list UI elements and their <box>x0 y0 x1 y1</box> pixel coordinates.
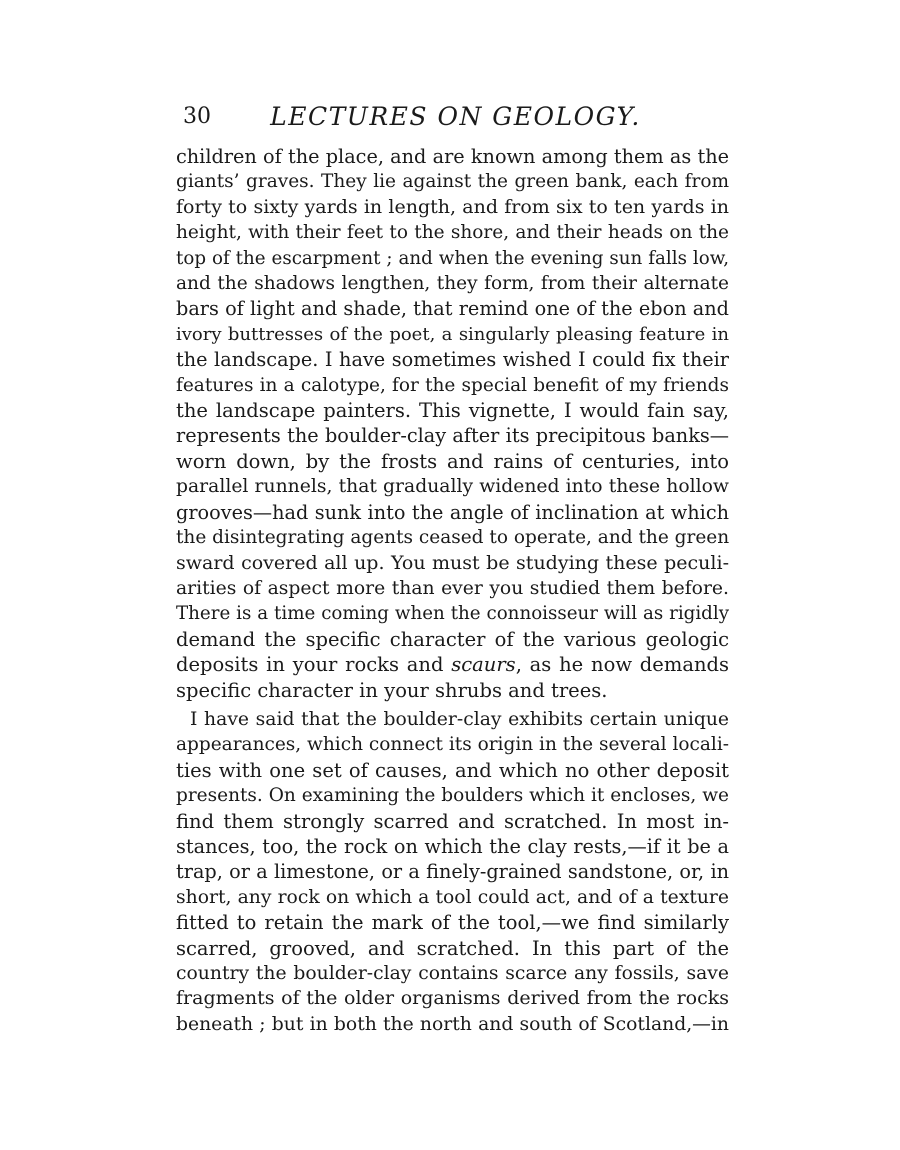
text-line: sward covered all up. You must be studying these peculi- <box>176 551 729 574</box>
text-line: grooves—had sunk into the angle of inclination at which <box>176 500 729 524</box>
text-line: I have said that the boulder-clay exhibits certain unique <box>190 708 729 730</box>
text-line: children of the place, and are known among them as the <box>176 145 729 168</box>
text-line: the landscape painters. This vignette, I would fain say, <box>176 399 729 423</box>
text-line-with-italic <box>176 652 729 677</box>
text-line: the landscape. I have sometimes wished I could fix their <box>176 348 729 372</box>
text-line: fragments of the older organisms derived from the rocks <box>176 987 729 1010</box>
text-line: ivory buttresses of the poet, a singularly pleasing feature in <box>176 323 729 345</box>
text-line: country the boulder-clay contains scarce any fossils, save <box>176 963 729 984</box>
italic-word: scaurs <box>451 653 516 677</box>
text-line: demand the specific character of the various geologic <box>176 627 729 651</box>
text-line: beneath ; but in both the north and south of Scotland,—in <box>176 1013 729 1035</box>
text-line: trap, or a limestone, or a finely-grained sandstone, or, in <box>176 860 729 884</box>
page-header <box>183 100 728 140</box>
text-line: height, with their feet to the shore, and their heads on the <box>176 222 729 244</box>
page-number: 30 <box>183 104 211 129</box>
text-line: scarred, grooved, and scratched. In this part of the <box>176 936 729 960</box>
text-line: top of the escarpment ; and when the evening sun falls low, <box>176 247 729 269</box>
running-title: LECTURES ON GEOLOGY. <box>270 102 641 131</box>
text-line: fitted to retain the mark of the tool,—we find similarly <box>176 911 729 935</box>
text-line: stances, too, the rock on which the clay rests,—if it be a <box>176 834 729 858</box>
paragraph-2 <box>176 707 729 1037</box>
body-text <box>176 144 729 1037</box>
text-line: specific character in your shrubs and trees. <box>176 678 608 702</box>
text-line: features in a calotype, for the special benefit of my friends <box>176 374 729 396</box>
text-line: presents. On examining the boulders which it encloses, we <box>176 785 729 807</box>
text-line: the disintegrating agents ceased to operate, and the green <box>176 527 730 549</box>
text-line: parallel runnels, that gradually widened into these hollow <box>176 476 729 498</box>
text-line: forty to sixty yards in length, and from six to ten yards in <box>176 195 729 218</box>
text-line: short, any rock on which a tool could act, and of a texture <box>176 886 729 908</box>
text-line: bars of light and shade, that remind one of the ebon and <box>176 297 729 321</box>
paragraph-1 <box>176 144 729 703</box>
text-segment: deposits in your rocks and <box>176 653 452 677</box>
text-line: ties with one set of causes, and which no other deposit <box>176 758 729 782</box>
text-line: represents the boulder-clay after its precipitous banks— <box>176 424 729 448</box>
text-segment: , as he now demands <box>515 653 729 677</box>
text-line: There is a time coming when the connoisseur will as rigidly <box>176 603 729 625</box>
text-line: arities of aspect more than ever you studied them before. <box>176 577 729 599</box>
text-line: giants’ graves. They lie against the green bank, each from <box>176 171 729 193</box>
text-line: appearances, which connect its origin in the several locali- <box>176 734 729 756</box>
text-line: find them strongly scarred and scratched. In most in- <box>176 809 729 833</box>
text-line: and the shadows lengthen, they form, from their alternate <box>176 273 729 295</box>
text-line: worn down, by the frosts and rains of centuries, into <box>176 449 729 473</box>
